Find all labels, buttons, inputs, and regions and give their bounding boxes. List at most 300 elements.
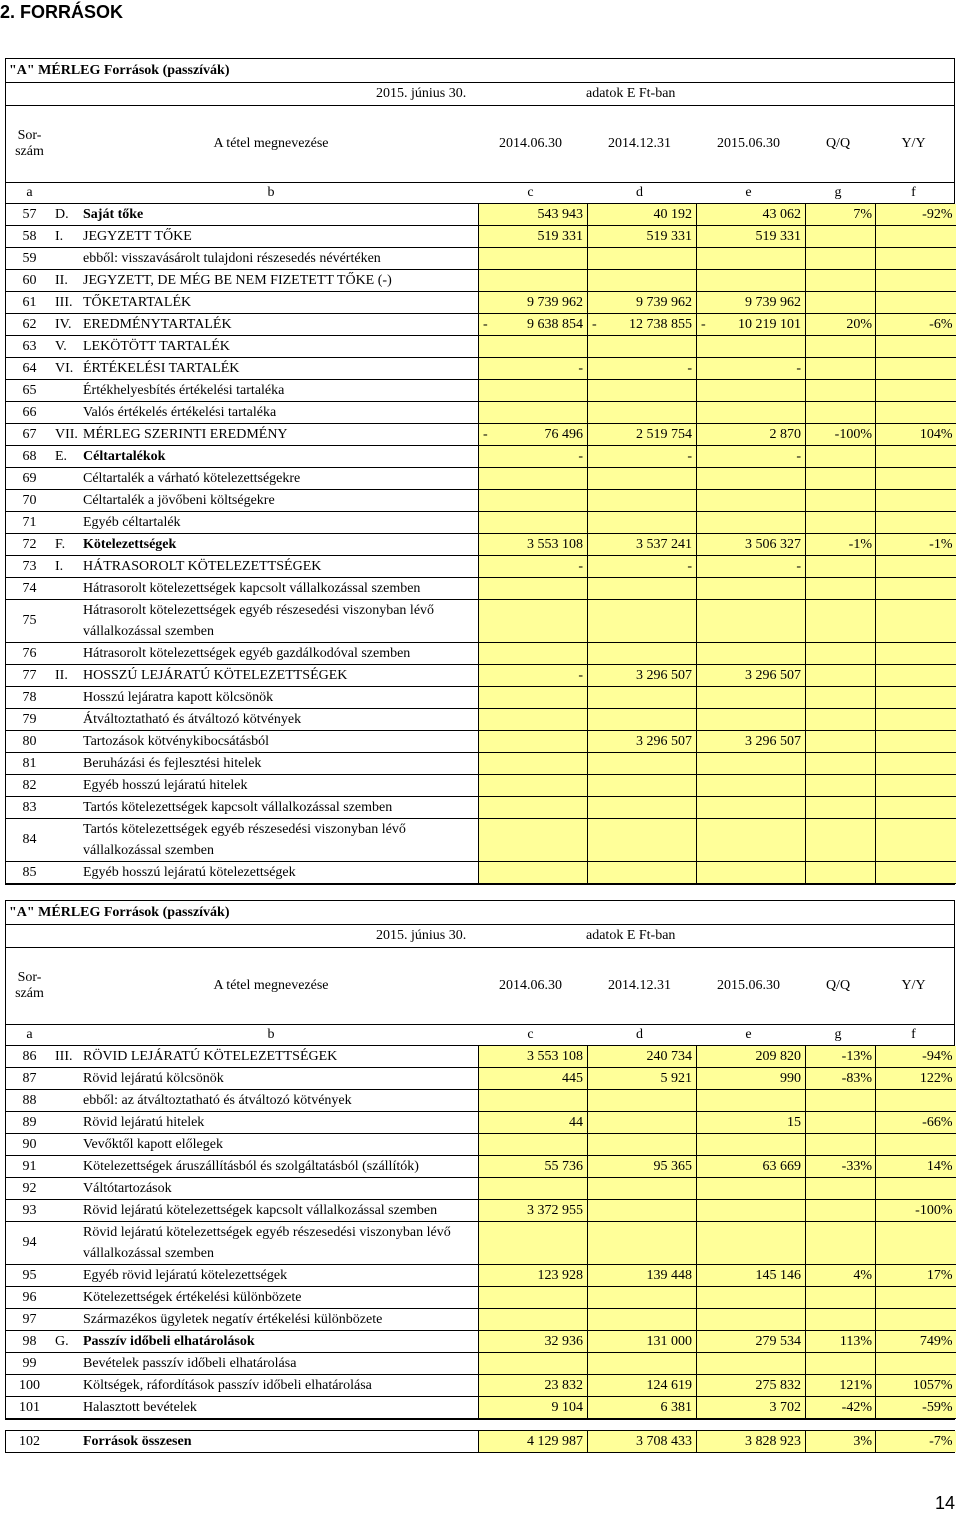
value-2014-06-30 <box>479 600 588 643</box>
value-qq: -33% <box>806 1156 876 1178</box>
row-name: Átváltoztatható és átváltozó kötvények <box>81 709 479 731</box>
value-2014-12-31 <box>588 709 697 731</box>
value-2015-06-30: 3 296 507 <box>697 731 806 753</box>
value-yy <box>876 1309 956 1331</box>
row-code: F. <box>53 534 81 556</box>
value-qq <box>806 731 876 753</box>
value-yy <box>876 775 956 797</box>
value-2014-06-30 <box>479 490 588 512</box>
value-yy <box>876 1090 956 1112</box>
value-2015-06-30 <box>697 1309 806 1331</box>
value-2015-06-30: 43 062 <box>697 204 806 226</box>
value-yy <box>876 226 956 248</box>
value-2015-06-30: - <box>697 446 806 468</box>
value-qq <box>806 1090 876 1112</box>
row-code <box>53 1112 81 1134</box>
value-2014-12-31 <box>588 819 697 862</box>
value-yy: -7% <box>876 1431 956 1452</box>
row-code: III. <box>53 1046 81 1068</box>
value-yy: 122% <box>876 1068 956 1090</box>
row-name: Kötelezettségek áruszállításból és szolgáltatásból (szállítók) <box>81 1156 479 1178</box>
row-number: 91 <box>6 1156 53 1178</box>
row-name: Költségek, ráfordítások passzív időbeli elhatárolása <box>81 1375 479 1397</box>
value-yy: -66% <box>876 1112 956 1134</box>
value-2015-06-30 <box>697 1200 806 1222</box>
value-qq <box>806 490 876 512</box>
value-yy <box>876 731 956 753</box>
value-2014-06-30 <box>479 687 588 709</box>
table-row <box>6 1068 956 1090</box>
value-2014-12-31: 124 619 <box>588 1375 697 1397</box>
row-code <box>53 1265 81 1287</box>
value-2014-06-30: 3 553 108 <box>479 1046 588 1068</box>
value-2014-06-30 <box>479 819 588 862</box>
letter-e: e <box>745 185 752 200</box>
row-number: 74 <box>6 578 53 600</box>
letter-a: a <box>26 185 33 200</box>
value-2015-06-30: 15 <box>697 1112 806 1134</box>
header-c1: 2014.06.30 <box>499 136 562 151</box>
table-row <box>6 512 956 534</box>
table-row <box>6 556 956 578</box>
value-2014-12-31 <box>588 1090 697 1112</box>
value-text: 9 638 854 <box>527 316 583 332</box>
value-yy <box>876 248 956 270</box>
header-c4: Q/Q <box>825 136 851 151</box>
value-qq <box>806 819 876 862</box>
row-number: 90 <box>6 1134 53 1156</box>
value-2014-12-31 <box>588 248 697 270</box>
row-number: 65 <box>6 380 53 402</box>
row-number: 83 <box>6 797 53 819</box>
row-name: Céltartalékok <box>81 446 479 468</box>
row-number: 85 <box>6 862 53 884</box>
row-number: 84 <box>6 819 53 862</box>
value-2014-06-30 <box>479 797 588 819</box>
value-2014-12-31 <box>588 270 697 292</box>
value-2015-06-30 <box>697 578 806 600</box>
value-2014-12-31 <box>588 468 697 490</box>
value-2014-12-31: 139 448 <box>588 1265 697 1287</box>
table-row <box>6 1287 956 1309</box>
table-subheader <box>6 83 954 106</box>
value-2015-06-30: 3 828 923 <box>697 1431 806 1452</box>
row-name: Céltartalék a várható kötelezettségekre <box>81 468 479 490</box>
row-code <box>53 1222 81 1265</box>
value-qq: 3% <box>806 1431 876 1452</box>
header-c5: Y/Y <box>901 978 926 993</box>
value-yy <box>876 1178 956 1200</box>
row-name: Egyéb rövid lejáratú kötelezettségek <box>81 1265 479 1287</box>
table-row <box>6 358 956 380</box>
table-row <box>6 424 956 446</box>
value-yy <box>876 1134 956 1156</box>
value-qq: 20% <box>806 314 876 336</box>
row-number: 99 <box>6 1353 53 1375</box>
row-code <box>53 1431 81 1452</box>
value-yy: -94% <box>876 1046 956 1068</box>
row-name: JEGYZETT, DE MÉG BE NEM FIZETETT TŐKE (-) <box>81 270 479 292</box>
row-number: 94 <box>6 1222 53 1265</box>
row-name: Céltartalék a jövőbeni költségekre <box>81 490 479 512</box>
table-subheader <box>6 925 954 948</box>
row-number: 72 <box>6 534 53 556</box>
value-qq <box>806 687 876 709</box>
value-2014-12-31: 3 296 507 <box>588 731 697 753</box>
letter-e: e <box>745 1027 752 1042</box>
letter-d: d <box>636 1027 643 1042</box>
value-qq <box>806 226 876 248</box>
row-code <box>53 380 81 402</box>
row-number: 64 <box>6 358 53 380</box>
value-2014-12-31: 6 381 <box>588 1397 697 1419</box>
row-name: Tartós kötelezettségek kapcsolt vállalkozással szemben <box>81 797 479 819</box>
row-number: 102 <box>19 1433 40 1449</box>
value-2015-06-30: 2 870 <box>697 424 806 446</box>
table-title: "A" MÉRLEG Források (passzívák) <box>6 59 954 83</box>
row-number: 82 <box>6 775 53 797</box>
row-name: ÉRTÉKELÉSI TARTALÉK <box>81 358 479 380</box>
value-2015-06-30 <box>697 600 806 643</box>
value-2014-12-31: - <box>588 556 697 578</box>
row-name: ebből: visszavásárolt tulajdoni részesedés névértéken <box>81 248 479 270</box>
value-2015-06-30: 209 820 <box>697 1046 806 1068</box>
value-qq <box>806 512 876 534</box>
row-number: 77 <box>6 665 53 687</box>
report-date: 2015. június 30. <box>376 928 467 943</box>
row-number: 63 <box>6 336 53 358</box>
value-yy <box>876 358 956 380</box>
value-2015-06-30: 990 <box>697 1068 806 1090</box>
value-2014-06-30 <box>479 709 588 731</box>
header-c3: 2015.06.30 <box>717 978 780 993</box>
value-yy <box>876 292 956 314</box>
value-qq <box>806 775 876 797</box>
value-2015-06-30 <box>697 687 806 709</box>
value-qq <box>806 709 876 731</box>
row-name: Egyéb hosszú lejáratú hitelek <box>81 775 479 797</box>
row-name: LEKÖTÖTT TARTALÉK <box>81 336 479 358</box>
value-2014-12-31 <box>588 402 697 424</box>
column-headers <box>6 948 954 1025</box>
total-row <box>6 1431 956 1452</box>
row-number: 67 <box>6 424 53 446</box>
value-2014-06-30 <box>479 862 588 884</box>
value-qq <box>806 1200 876 1222</box>
value-yy <box>876 578 956 600</box>
value-qq: 4% <box>806 1265 876 1287</box>
header-c2: 2014.12.31 <box>608 978 671 993</box>
report-date: 2015. június 30. <box>376 86 467 101</box>
value-qq: -1% <box>806 534 876 556</box>
header-c4: Q/Q <box>825 978 851 993</box>
value-2015-06-30: 9 739 962 <box>697 292 806 314</box>
value-yy <box>876 1287 956 1309</box>
row-code: D. <box>53 204 81 226</box>
value-2014-06-30 <box>479 1134 588 1156</box>
value-2014-06-30: 23 832 <box>479 1375 588 1397</box>
value-yy <box>876 797 956 819</box>
letter-g: g <box>834 185 842 200</box>
row-name: Tartós kötelezettségek egyéb részesedési viszonyban lévő vállalkozással szemben <box>81 819 479 862</box>
value-yy <box>876 1353 956 1375</box>
value-yy <box>876 1222 956 1265</box>
table-row <box>6 862 956 884</box>
row-number: 98 <box>6 1331 53 1353</box>
value-2014-12-31 <box>588 336 697 358</box>
value-2014-12-31 <box>588 380 697 402</box>
value-yy <box>876 687 956 709</box>
value-2014-06-30 <box>479 775 588 797</box>
value-2014-12-31 <box>588 1309 697 1331</box>
row-name: Kötelezettségek értékelési különbözete <box>81 1287 479 1309</box>
table-row <box>6 1375 956 1397</box>
table-row <box>6 490 956 512</box>
value-2014-12-31 <box>588 1353 697 1375</box>
row-number: 92 <box>6 1178 53 1200</box>
letter-a: a <box>26 1027 33 1042</box>
value-2014-12-31 <box>588 512 697 534</box>
value-2014-06-30 <box>479 380 588 402</box>
row-number: 69 <box>6 468 53 490</box>
value-2015-06-30: 3 506 327 <box>697 534 806 556</box>
row-name: ebből: az átváltoztatható és átváltozó kötvények <box>81 1090 479 1112</box>
value-qq <box>806 402 876 424</box>
value-2014-12-31 <box>588 1222 697 1265</box>
row-number: 60 <box>6 270 53 292</box>
balance-table-2 <box>5 900 955 1420</box>
value-2014-12-31: 95 365 <box>588 1156 697 1178</box>
row-number: 88 <box>6 1090 53 1112</box>
row-code <box>53 1375 81 1397</box>
row-number: 101 <box>6 1397 53 1419</box>
table-row <box>6 1265 956 1287</box>
table-row <box>6 1178 956 1200</box>
row-number: 100 <box>6 1375 53 1397</box>
row-code <box>53 775 81 797</box>
row-name: MÉRLEG SZERINTI EREDMÉNY <box>81 424 479 446</box>
value-2014-12-31 <box>588 775 697 797</box>
table-row <box>6 600 956 643</box>
value-2014-06-30: 519 331 <box>479 226 588 248</box>
header-sorszam: Sor- szám <box>15 128 44 159</box>
table-row <box>6 204 956 226</box>
row-number: 61 <box>6 292 53 314</box>
row-code <box>53 1134 81 1156</box>
row-name: Rövid lejáratú hitelek <box>81 1112 479 1134</box>
letter-b: b <box>267 185 275 200</box>
value-2014-06-30: 123 928 <box>479 1265 588 1287</box>
row-code: II. <box>53 270 81 292</box>
row-code: III. <box>53 292 81 314</box>
value-yy <box>876 862 956 884</box>
value-2015-06-30: 3 702 <box>697 1397 806 1419</box>
letter-f: f <box>911 185 916 200</box>
value-yy: -1% <box>876 534 956 556</box>
table-row <box>6 578 956 600</box>
table-row <box>6 665 956 687</box>
row-number: 78 <box>6 687 53 709</box>
row-code: I. <box>53 556 81 578</box>
table-row <box>6 643 956 665</box>
value-2015-06-30: 3 296 507 <box>697 665 806 687</box>
value-yy <box>876 490 956 512</box>
value-text: 76 496 <box>544 426 583 442</box>
value-2015-06-30 <box>697 380 806 402</box>
row-code <box>53 1156 81 1178</box>
value-2014-06-30 <box>479 270 588 292</box>
row-name: EREDMÉNYTARTALÉK <box>81 314 479 336</box>
table-row <box>6 1353 956 1375</box>
value-2014-12-31 <box>588 643 697 665</box>
row-number: 71 <box>6 512 53 534</box>
row-name: Hátrasorolt kötelezettségek egyéb részesedési viszonyban lévő vállalkozással szemben <box>81 600 479 643</box>
value-qq <box>806 643 876 665</box>
value-qq: -100% <box>806 424 876 446</box>
value-qq <box>806 556 876 578</box>
row-name: Rövid lejáratú kötelezettségek egyéb részesedési viszonyban lévő vállalkozással szemben <box>81 1222 479 1265</box>
value-2015-06-30 <box>697 314 806 336</box>
value-qq <box>806 358 876 380</box>
value-2015-06-30 <box>697 862 806 884</box>
value-yy: 104% <box>876 424 956 446</box>
value-2015-06-30: 275 832 <box>697 1375 806 1397</box>
column-letters <box>6 183 954 204</box>
table-row <box>6 1331 956 1353</box>
balance-table-1 <box>5 58 955 885</box>
value-yy <box>876 446 956 468</box>
table-row <box>6 1309 956 1331</box>
row-code: G. <box>53 1331 81 1353</box>
value-yy: -6% <box>876 314 956 336</box>
table-row <box>6 380 956 402</box>
value-yy <box>876 402 956 424</box>
value-qq <box>806 753 876 775</box>
row-name: Halasztott bevételek <box>81 1397 479 1419</box>
value-2014-12-31 <box>588 1287 697 1309</box>
row-number: 73 <box>6 556 53 578</box>
value-2015-06-30: 145 146 <box>697 1265 806 1287</box>
section-heading: 2. FORRÁSOK <box>0 2 124 22</box>
row-code: VI. <box>53 358 81 380</box>
row-number: 81 <box>6 753 53 775</box>
value-2014-06-30 <box>479 314 588 336</box>
value-qq <box>806 797 876 819</box>
value-qq <box>806 1353 876 1375</box>
row-name: Értékhelyesbítés értékelési tartaléka <box>81 380 479 402</box>
value-2014-06-30: - <box>479 446 588 468</box>
table-row <box>6 1046 956 1068</box>
row-name: Váltótartozások <box>81 1178 479 1200</box>
value-2014-12-31: 5 921 <box>588 1068 697 1090</box>
table-row <box>6 775 956 797</box>
header-c5: Y/Y <box>901 136 926 151</box>
value-2014-12-31 <box>588 1112 697 1134</box>
row-name: Passzív időbeli elhatárolások <box>81 1331 479 1353</box>
row-code <box>53 402 81 424</box>
value-qq: 113% <box>806 1331 876 1353</box>
table-row <box>6 753 956 775</box>
table-row <box>6 1112 956 1134</box>
table-row <box>6 226 956 248</box>
value-qq: -13% <box>806 1046 876 1068</box>
value-2014-12-31: 131 000 <box>588 1331 697 1353</box>
value-2014-06-30: 3 553 108 <box>479 534 588 556</box>
value-qq <box>806 446 876 468</box>
row-code <box>53 1178 81 1200</box>
value-2015-06-30 <box>697 1090 806 1112</box>
row-number: 86 <box>6 1046 53 1068</box>
value-qq <box>806 1178 876 1200</box>
value-2014-06-30 <box>479 468 588 490</box>
table-row <box>6 1222 956 1265</box>
value-yy: -100% <box>876 1200 956 1222</box>
value-2014-06-30 <box>479 424 588 446</box>
value-2014-06-30 <box>479 578 588 600</box>
value-yy <box>876 709 956 731</box>
value-2014-12-31 <box>588 753 697 775</box>
row-code: V. <box>53 336 81 358</box>
table-row <box>6 402 956 424</box>
row-code <box>53 1200 81 1222</box>
value-2014-12-31 <box>588 314 697 336</box>
value-2014-12-31: 3 296 507 <box>588 665 697 687</box>
row-number: 75 <box>6 600 53 643</box>
row-code <box>53 643 81 665</box>
value-2014-12-31: 519 331 <box>588 226 697 248</box>
value-qq <box>806 468 876 490</box>
row-name: Saját tőke <box>81 204 479 226</box>
value-yy <box>876 819 956 862</box>
row-name: JEGYZETT TŐKE <box>81 226 479 248</box>
letter-f: f <box>911 1027 916 1042</box>
value-2014-06-30 <box>479 643 588 665</box>
row-name: Források összesen <box>83 1433 192 1449</box>
row-number: 58 <box>6 226 53 248</box>
header-sorszam: Sor- szám <box>15 970 44 1001</box>
value-yy <box>876 753 956 775</box>
row-number: 70 <box>6 490 53 512</box>
value-2014-06-30 <box>479 1222 588 1265</box>
value-yy <box>876 643 956 665</box>
row-number: 80 <box>6 731 53 753</box>
value-2014-06-30 <box>479 336 588 358</box>
value-2015-06-30 <box>697 819 806 862</box>
value-yy: 1057% <box>876 1375 956 1397</box>
row-number: 96 <box>6 1287 53 1309</box>
table-row <box>6 446 956 468</box>
unit-label: adatok E Ft-ban <box>586 86 676 101</box>
value-2014-06-30 <box>479 1287 588 1309</box>
row-number: 59 <box>6 248 53 270</box>
row-number: 68 <box>6 446 53 468</box>
row-name: Rövid lejáratú kötelezettségek kapcsolt vállalkozással szemben <box>81 1200 479 1222</box>
value-yy <box>876 665 956 687</box>
value-qq <box>806 1134 876 1156</box>
row-number: 95 <box>6 1265 53 1287</box>
column-headers <box>6 106 954 183</box>
header-c3: 2015.06.30 <box>717 136 780 151</box>
letter-b: b <box>267 1027 275 1042</box>
value-2015-06-30 <box>697 1287 806 1309</box>
rows-table <box>6 1046 956 1419</box>
table-row <box>6 731 956 753</box>
value-yy: -92% <box>876 204 956 226</box>
row-code <box>53 687 81 709</box>
value-2015-06-30 <box>697 797 806 819</box>
table-row <box>6 1156 956 1178</box>
value-qq <box>806 292 876 314</box>
